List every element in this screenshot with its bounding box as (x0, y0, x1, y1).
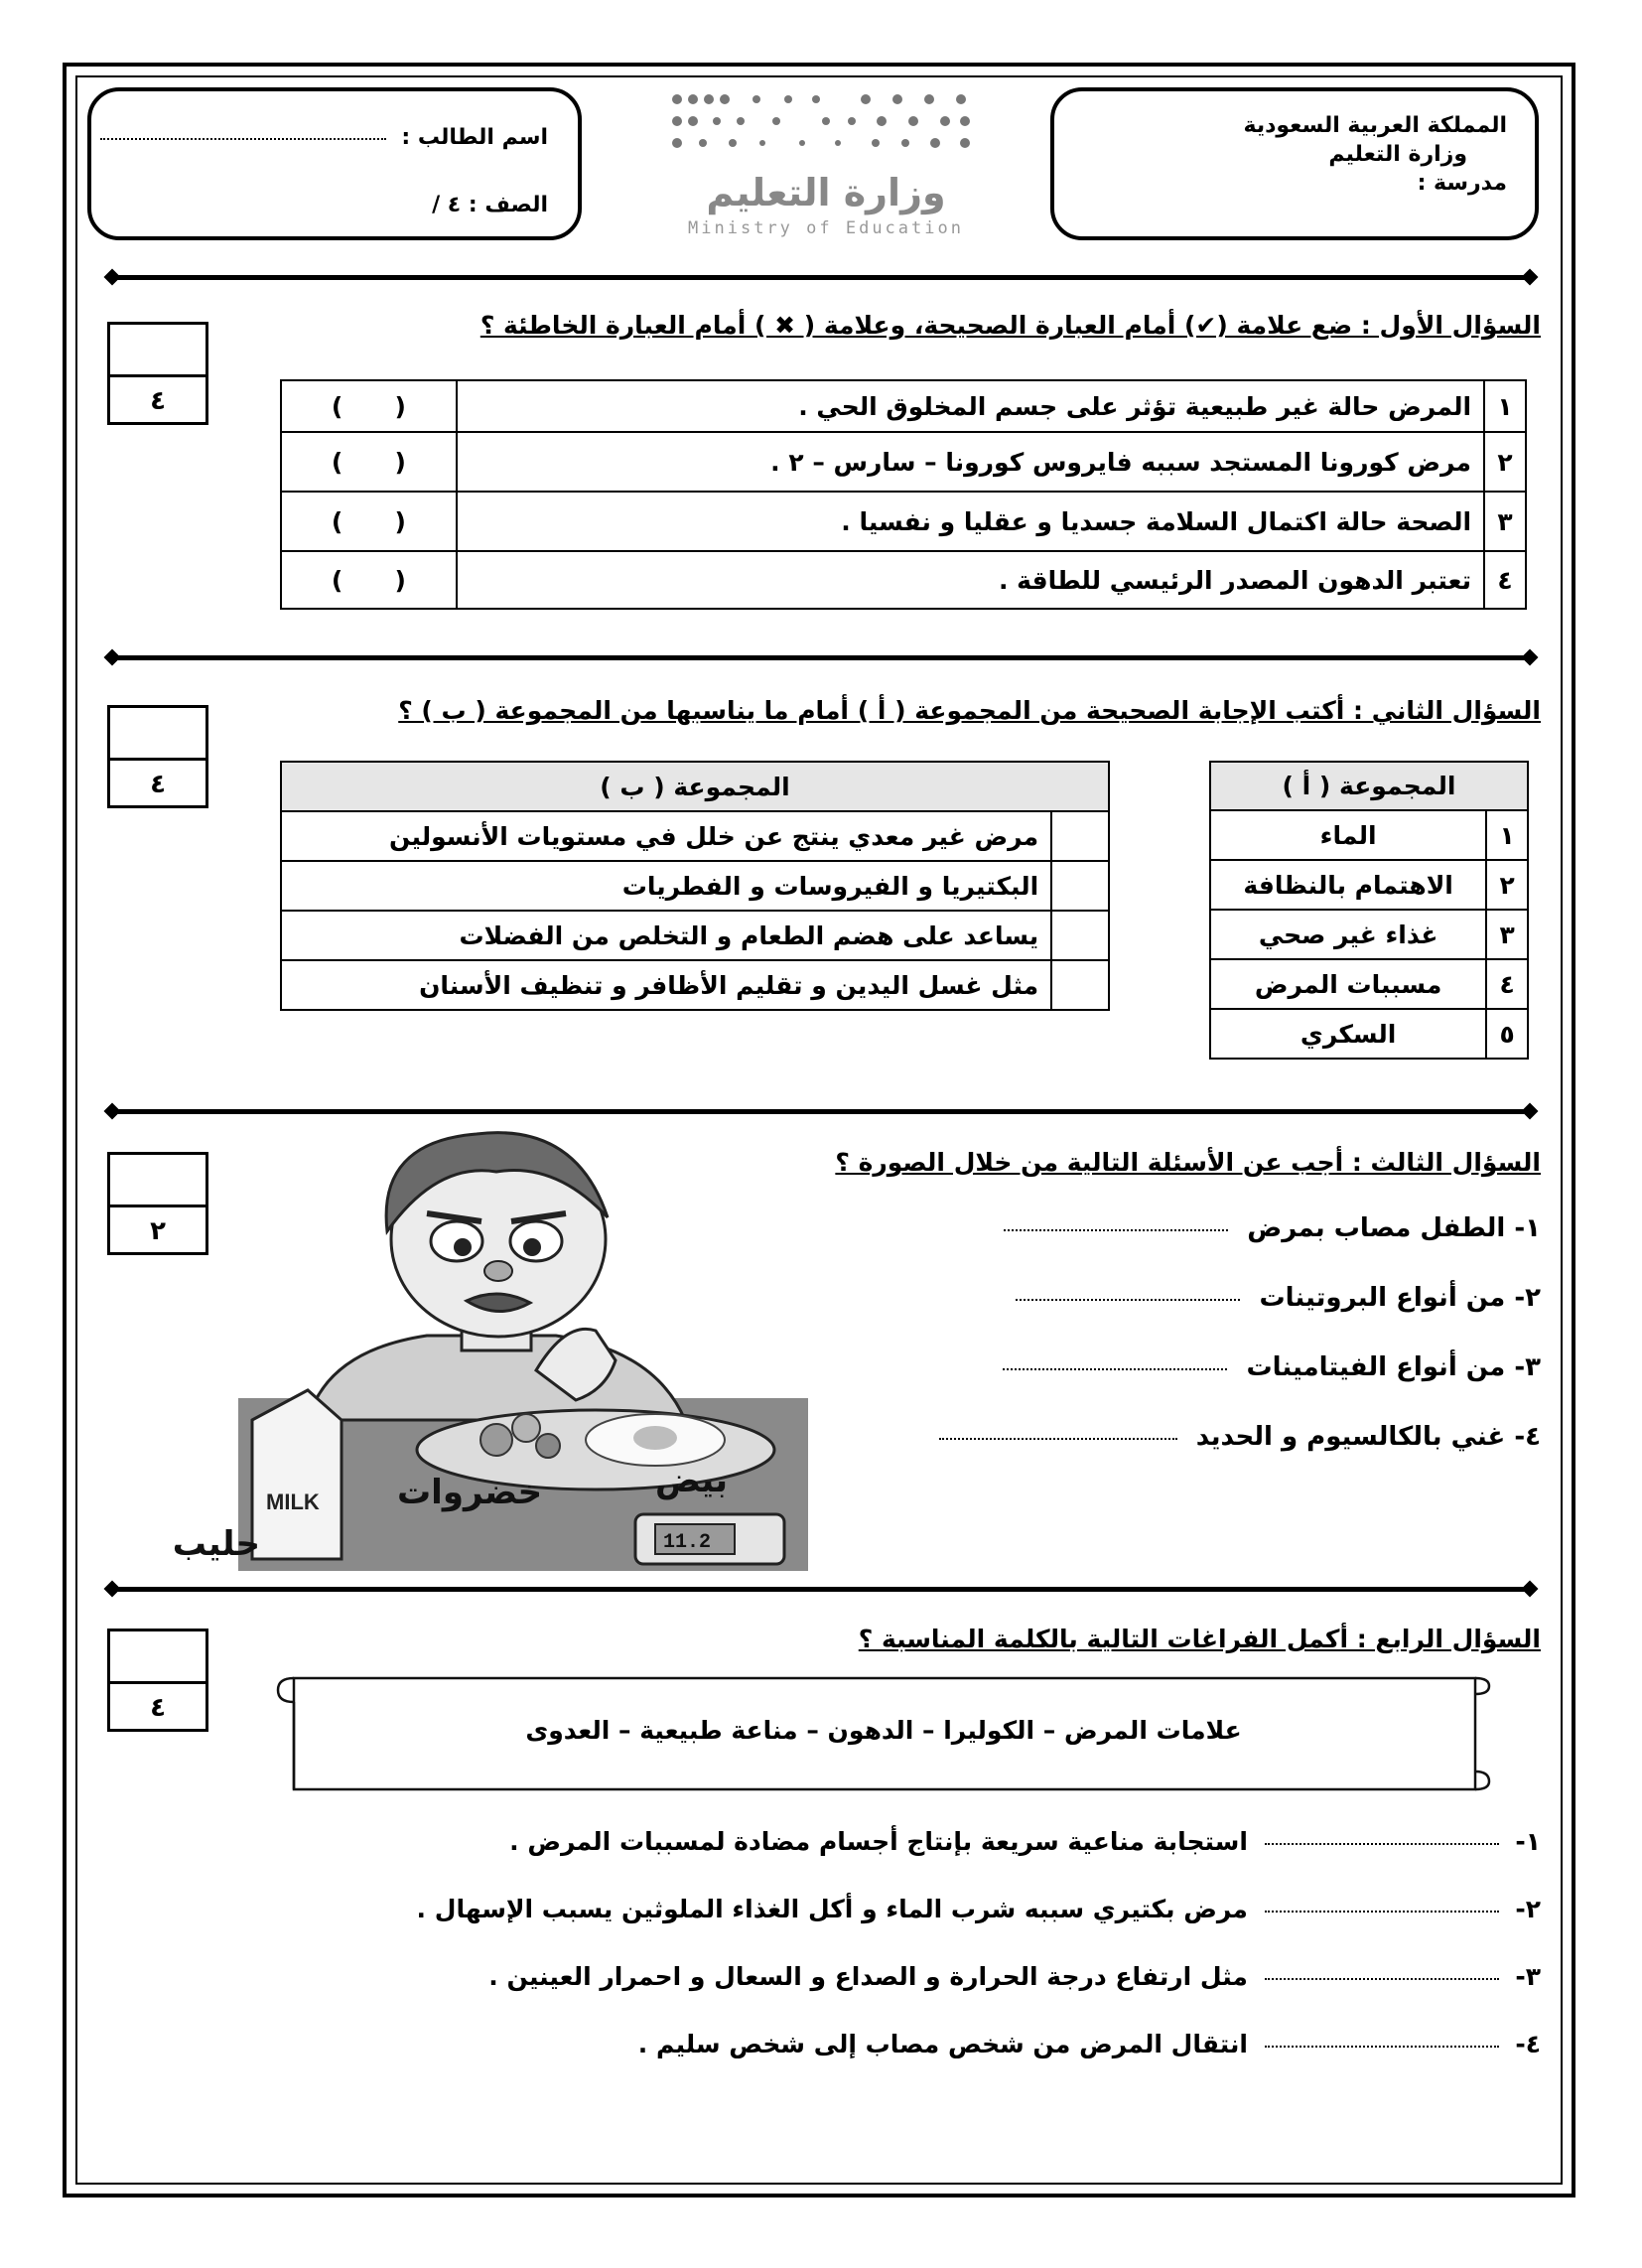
group-a-number: ٢ (1486, 860, 1528, 910)
q1-row-number: ٤ (1484, 551, 1526, 609)
q1-score: ٤ (150, 386, 166, 416)
table-row (281, 432, 1526, 492)
logo-dots-icon (667, 87, 985, 179)
q4-answer-field[interactable] (1265, 2044, 1499, 2048)
ministry-name: وزارة التعليم (1328, 142, 1467, 167)
q4-item-text: مرض بكتيري سببه شرب الماء و أكل الغذاء الملوثين يسبب الإسهال . (416, 1895, 1248, 1923)
word-bank-scroll (272, 1672, 1495, 1795)
group-b-item: مثل غسل اليدين و تقليم الأظافر و تنظيف الأسنان (281, 960, 1051, 1010)
q1-row-text: تعتبر الدهون المصدر الرئيسي للطاقة . (457, 551, 1484, 609)
table-row (1210, 910, 1528, 959)
q3-score-box (107, 1152, 208, 1255)
milk-label: حليب (172, 1524, 260, 1564)
q4-answer-field[interactable] (1265, 1976, 1499, 1980)
separator-4 (107, 1587, 1533, 1592)
q2-score-box (107, 705, 208, 808)
table-row (1210, 959, 1528, 1009)
q2-title: السؤال الثاني : أكتب الإجابة الصحيحة من المجموعة ( أ ) أمام ما يناسبها من المجموعة ( ب ) ؟ (398, 696, 1541, 725)
q3-item (1016, 1283, 1541, 1313)
q3-item (1004, 1213, 1541, 1243)
group-b-header: المجموعة ( ب ) (281, 762, 1109, 811)
separator-2 (107, 655, 1533, 660)
q1-row-number: ٢ (1484, 432, 1526, 492)
table-row (1210, 810, 1528, 860)
group-b-item: مرض غير معدي ينتج عن خلل في مستويات الأنسولين (281, 811, 1051, 861)
header-student-box (87, 87, 582, 240)
q3-item (939, 1422, 1541, 1452)
q1-row-text: المرض حالة غير طبيعية تؤثر على جسم المخلوق الحي . (457, 380, 1484, 432)
group-b-answer-field[interactable] (1051, 911, 1109, 960)
logo-english-text: Ministry of Education (688, 218, 964, 238)
q4-answer-field[interactable] (1265, 1909, 1499, 1913)
table-row (281, 861, 1109, 911)
table-row (1210, 860, 1528, 910)
group-a-header-row (1210, 762, 1528, 810)
group-b-answer-field[interactable] (1051, 861, 1109, 911)
q4-item-text: مثل ارتفاع درجة الحرارة و الصداع و السعال و احمرار العينين . (488, 1962, 1248, 1991)
group-a-table (1209, 761, 1529, 1060)
vegetables-label: خضروات (397, 1473, 543, 1512)
table-row (281, 551, 1526, 609)
q3-answer-field[interactable] (1016, 1297, 1240, 1301)
group-b-header-row (281, 762, 1109, 811)
school-label: مدرسة : (1417, 171, 1507, 196)
q1-answer-field[interactable]: ( ) (281, 551, 457, 609)
group-a-item: السكري (1210, 1009, 1486, 1059)
q4-item-number: ٤- (1515, 2030, 1541, 2058)
separator-3 (107, 1109, 1533, 1114)
group-a-item: غذاء غير صحي (1210, 910, 1486, 959)
q4-title: السؤال الرابع : أكمل الفراغات التالية بالكلمة المناسبة ؟ (858, 1625, 1541, 1653)
q3-score: ٢ (150, 1216, 166, 1246)
group-a-number: ١ (1486, 810, 1528, 860)
q1-title: السؤال الأول : ضع علامة (✔) أمام العبارة الصحيحة، وعلامة ( ✖ ) أمام العبارة الخاطئة ؟ (479, 311, 1541, 340)
group-b-item: يساعد على هضم الطعام و التخلص من الفضلات (281, 911, 1051, 960)
student-name-label: اسم الطالب : (401, 125, 548, 150)
table-row (281, 380, 1526, 432)
q4-item-number: ١- (1515, 1827, 1541, 1856)
group-a-item: مسببات المرض (1210, 959, 1486, 1009)
table-row (281, 960, 1109, 1010)
q4-score-box (107, 1629, 208, 1732)
ministry-logo (667, 87, 985, 246)
group-a-number: ٣ (1486, 910, 1528, 959)
q3-item-text: ١- الطفل مصاب بمرض (1247, 1213, 1541, 1243)
q3-title: السؤال الثالث : أجب عن الأسئلة التالية من خلال الصورة ؟ (835, 1148, 1541, 1177)
table-row (281, 492, 1526, 551)
header-school-box (1050, 87, 1539, 240)
group-a-header: المجموعة ( أ ) (1210, 762, 1528, 810)
q1-answer-field[interactable]: ( ) (281, 492, 457, 551)
q1-row-text: مرض كورونا المستجد سببه فايروس كورونا – سارس – ٢ . (457, 432, 1484, 492)
q4-item (417, 1895, 1541, 1923)
q1-answer-field[interactable]: ( ) (281, 380, 457, 432)
q3-item-text: ٣- من أنواع الفيتامينات (1246, 1352, 1541, 1382)
milk-en-label: MILK (266, 1489, 320, 1514)
table-row (1210, 1009, 1528, 1059)
q2-score: ٤ (150, 770, 166, 799)
q3-answer-field[interactable] (1003, 1366, 1227, 1370)
logo-arabic-text: وزارة التعليم (706, 171, 946, 214)
group-a-number: ٥ (1486, 1009, 1528, 1059)
q4-score: ٤ (150, 1693, 166, 1723)
egg-label: بيض (655, 1461, 729, 1500)
q1-row-text: الصحة حالة اكتمال السلامة جسديا و عقليا و نفسيا . (457, 492, 1484, 551)
q3-answer-field[interactable] (1004, 1227, 1228, 1231)
meter-reading: 11.2 (663, 1531, 712, 1554)
sick-child-illustration (172, 1122, 808, 1571)
group-b-answer-field[interactable] (1051, 811, 1109, 861)
q4-item (638, 2030, 1541, 2058)
q1-row-number: ٣ (1484, 492, 1526, 551)
word-bank-text: علامات المرض – الكوليرا – الدهون – مناعة طبيعية – العدوى (525, 1716, 1242, 1745)
q4-item-text: انتقال المرض من شخص مصاب إلى شخص سليم . (637, 2030, 1248, 2058)
country-name: المملكة العربية السعودية (1243, 113, 1507, 138)
group-b-table (280, 761, 1110, 1011)
q1-score-box (107, 322, 208, 425)
q4-item-number: ٢- (1515, 1895, 1541, 1923)
q4-item (509, 1827, 1541, 1856)
q1-table (280, 379, 1527, 610)
q1-row-number: ١ (1484, 380, 1526, 432)
group-b-item: البكتيريا و الفيروسات و الفطريات (281, 861, 1051, 911)
grade-label: الصف : ٤ / (432, 193, 548, 217)
q4-item (488, 1962, 1541, 1991)
student-name-field[interactable] (100, 136, 386, 140)
q4-item-number: ٣- (1515, 1962, 1541, 1991)
table-row (281, 911, 1109, 960)
group-a-item: الماء (1210, 810, 1486, 860)
group-a-item: الاهتمام بالنظافة (1210, 860, 1486, 910)
table-row (281, 811, 1109, 861)
q3-item-text: ٤- غني بالكالسيوم و الحديد (1195, 1422, 1541, 1452)
separator-1 (107, 275, 1533, 280)
group-a-number: ٤ (1486, 959, 1528, 1009)
q3-item-text: ٢- من أنواع البروتينات (1259, 1283, 1541, 1313)
q1-answer-field[interactable]: ( ) (281, 432, 457, 492)
q3-answer-field[interactable] (939, 1436, 1177, 1440)
group-b-answer-field[interactable] (1051, 960, 1109, 1010)
q4-item-text: استجابة مناعية سريعة بإنتاج أجسام مضادة لمسببات المرض . (509, 1827, 1248, 1856)
q4-answer-field[interactable] (1265, 1841, 1499, 1845)
q3-item (1003, 1352, 1541, 1382)
